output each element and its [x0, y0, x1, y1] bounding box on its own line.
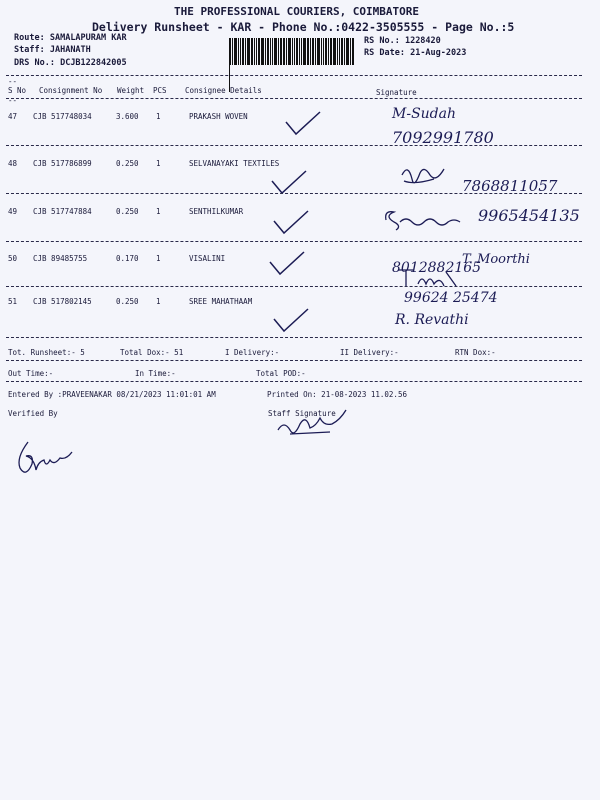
rs-no-label: RS No.:: [364, 36, 400, 46]
signature-handwriting: 9965454135: [478, 206, 580, 225]
signature-handwriting: T. Moorthi: [462, 252, 530, 267]
rtn-dox: RTN Dox:-: [455, 348, 496, 357]
col-sno: S No: [8, 86, 27, 95]
col-weight: Weight: [117, 86, 145, 95]
row-consignment: CJB 89485755: [33, 254, 88, 263]
verifier-signature-scribble: [10, 438, 80, 483]
barcode-image: [229, 38, 355, 65]
delivered-tick-mark: [272, 307, 312, 335]
row-divider: [6, 145, 582, 146]
staff-signature-label: Staff Signature: [268, 409, 336, 418]
row-weight: 0.170: [116, 254, 139, 263]
row-consignment: CJB 517802145: [33, 297, 92, 306]
drs-label: DRS No.:: [14, 58, 55, 68]
col-signature: Signature: [376, 88, 417, 97]
rs-date-row: [364, 48, 466, 58]
row-pcs: 1: [156, 254, 161, 263]
in-time: In Time:-: [135, 369, 176, 378]
rs-no-row: [364, 36, 441, 46]
rs-date-label: RS Date:: [364, 48, 405, 58]
ii-delivery: II Delivery:-: [340, 348, 399, 357]
divider: [6, 360, 582, 361]
row-divider: [6, 286, 582, 287]
company-title: THE PROFESSIONAL COURIERS, COIMBATORE: [174, 5, 420, 18]
col-consignee: Consignee Details: [185, 86, 262, 95]
row-consignee: SREE MAHATHAAM: [189, 297, 253, 306]
row-divider: [6, 193, 582, 194]
signature-handwriting: 99624 25474: [404, 290, 498, 306]
row-sno: 49: [8, 207, 18, 216]
row-pcs: 1: [156, 207, 161, 216]
staff-label: Staff:: [14, 45, 45, 55]
row-sno: 50: [8, 254, 18, 263]
row-consignee: PRAKASH WOVEN: [189, 112, 248, 121]
divider: [6, 337, 582, 338]
divider: [6, 98, 582, 99]
row-divider: [6, 241, 582, 242]
signature-handwriting: M-Sudah: [392, 106, 456, 122]
delivered-tick-mark: [272, 209, 312, 237]
staff-value: JAHANATH: [49, 45, 91, 55]
row-pcs: 1: [156, 297, 161, 306]
route-row: [14, 33, 127, 43]
delivered-tick-mark: [268, 250, 308, 278]
row-pcs: 1: [156, 112, 161, 121]
signature-scribble: [382, 208, 482, 238]
signature-scribble: [398, 165, 498, 195]
col-consignment: Consignment No: [39, 86, 103, 95]
row-weight: 0.250: [116, 297, 139, 306]
signature-handwriting: R. Revathi: [395, 312, 469, 328]
route-value: SAMALAPURAM KAR: [49, 33, 127, 43]
runsheet-subtitle: Delivery Runsheet - KAR - Phone No.:0422-3505555 - Page No.:5: [92, 20, 515, 34]
total-pod: Total POD:-: [256, 369, 306, 378]
total-dox: Total Dox:- 51: [120, 348, 184, 357]
col-pcs: PCS: [153, 86, 167, 95]
signature-scribble: [394, 262, 494, 292]
row-consignee: VISALINI: [189, 254, 226, 263]
signature-handwriting: 7868811057: [462, 177, 558, 195]
drs-row: [14, 58, 127, 68]
row-consignment: CJB 517747884: [33, 207, 92, 216]
drs-value: DCJB122842005: [60, 58, 127, 68]
i-delivery: I Delivery:-: [225, 348, 280, 357]
row-consignment: CJB 517748034: [33, 112, 92, 121]
rs-date-value: 21-Aug-2023: [410, 48, 467, 58]
row-sno: 47: [8, 112, 18, 121]
signature-handwriting: 8012882165: [392, 260, 482, 276]
printed-on: Printed On: 21-08-2023 11.02.56: [267, 390, 407, 399]
divider: [6, 381, 582, 382]
row-weight: 3.600: [116, 112, 139, 121]
row-sno: 51: [8, 297, 18, 306]
verified-by: Verified By: [8, 409, 58, 418]
row-consignment: CJB 517786899: [33, 159, 92, 168]
signature-handwriting: 7092991780: [392, 128, 494, 147]
row-weight: 0.250: [116, 159, 139, 168]
out-time: Out Time:-: [8, 369, 54, 378]
entered-by: Entered By :PRAVEENAKAR 08/21/2023 11:01:01 AM: [8, 390, 216, 399]
delivered-tick-mark: [284, 110, 324, 138]
divider: [6, 75, 582, 76]
tot-runsheet: Tot. Runsheet:- 5: [8, 348, 85, 357]
staff-row: [14, 45, 91, 55]
rs-no-value: 1228420: [404, 36, 441, 46]
row-consignee: SELVANAYAKI TEXTILES: [189, 159, 280, 168]
staff-signature-scribble: [270, 410, 360, 440]
route-label: Route:: [14, 33, 45, 43]
row-sno: 48: [8, 159, 18, 168]
row-consignee: SENTHILKUMAR: [189, 207, 244, 216]
row-pcs: 1: [156, 159, 161, 168]
row-weight: 0.250: [116, 207, 139, 216]
